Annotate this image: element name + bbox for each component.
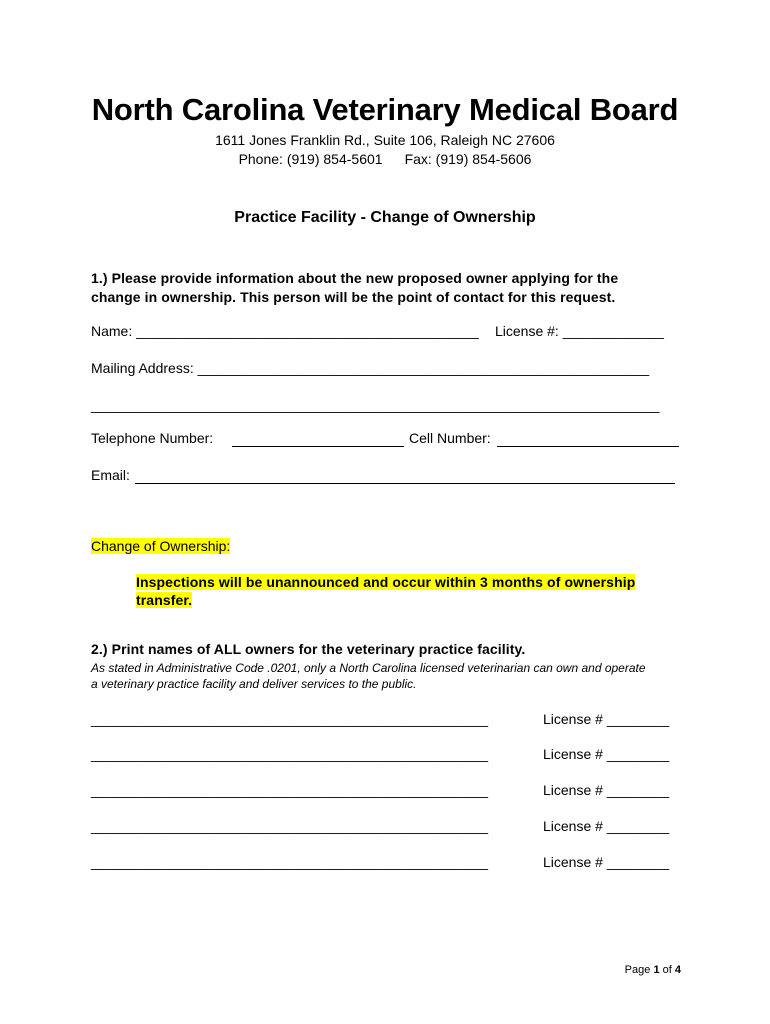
owner-name-line[interactable]: ___________________________________________________ [91, 711, 489, 727]
page-title: North Carolina Veterinary Medical Board [91, 92, 679, 127]
owner-license-field[interactable]: License # ________ [543, 782, 670, 798]
name-field[interactable]: Name: ____________________________________________ [91, 323, 479, 339]
section2-note-line2: a veterinary practice facility and deliver services to the public. [91, 677, 417, 691]
change-of-ownership-highlight: Change of Ownership: [91, 538, 231, 554]
page-number: Page 1 of 4 [624, 964, 681, 976]
section1-heading-line1: 1.) Please provide information about the new proposed owner applying for the [91, 270, 619, 286]
board-address: 1611 Jones Franklin Rd., Suite 106, Raleigh NC 27606 [215, 132, 555, 148]
owner-license-field[interactable]: License # ________ [543, 746, 670, 762]
cell-input-line[interactable] [497, 446, 679, 447]
form-title: Practice Facility - Change of Ownership [234, 209, 536, 226]
owner-license-field[interactable]: License # ________ [543, 854, 670, 870]
email-input-line[interactable] [135, 483, 675, 484]
section2-note-line1: As stated in Administrative Code .0201, only a North Carolina licensed veterinarian can own and operate [91, 661, 646, 675]
board-contact [0, 151, 770, 167]
board-phone: Phone: (919) 854-5601 [238, 151, 383, 167]
owner-license-field[interactable]: License # ________ [543, 818, 670, 834]
mailing-address-line2[interactable]: _________________________________________________________________________ [91, 397, 660, 413]
cell-label: Cell Number: [409, 430, 491, 446]
mailing-address-field[interactable]: Mailing Address: __________________________________________________________ [91, 360, 650, 376]
change-of-ownership-label [91, 538, 230, 554]
section1-heading-line2: change in ownership. This person will be the point of contact for this request. [91, 289, 616, 305]
telephone-label: Telephone Number: [91, 430, 214, 446]
owner-name-line[interactable]: ___________________________________________________ [91, 782, 489, 798]
inspection-notice-line2: transfer. [136, 592, 193, 608]
section2-heading: 2.) Print names of ALL owners for the veterinary practice facility. [91, 641, 526, 657]
board-fax: Fax: (919) 854-5606 [404, 151, 532, 167]
owner-name-line[interactable]: ___________________________________________________ [91, 854, 489, 870]
telephone-input-line[interactable] [232, 446, 404, 447]
owner-license-field[interactable]: License # ________ [543, 711, 670, 727]
inspection-notice-line1: Inspections will be unannounced and occur within 3 months of ownership [136, 574, 636, 590]
owner-name-line[interactable]: ___________________________________________________ [91, 818, 489, 834]
owner-name-line[interactable]: ___________________________________________________ [91, 746, 489, 762]
email-label: Email: [91, 467, 130, 483]
license-field[interactable]: License #: _____________ [495, 323, 664, 339]
